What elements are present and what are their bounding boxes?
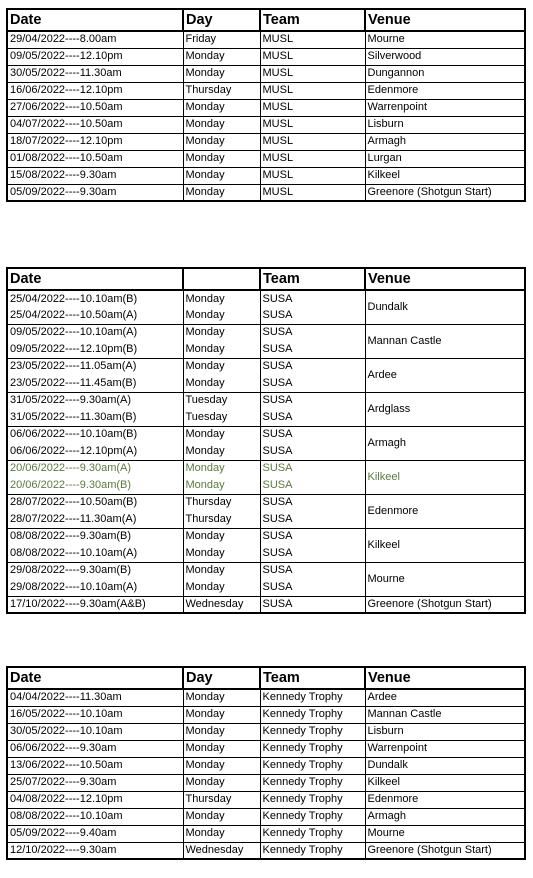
- date-cell: 16/06/2022----12.10pm: [7, 82, 183, 99]
- table-row: [7, 99, 525, 116]
- team-cell: Kennedy Trophy: [260, 808, 365, 825]
- day-cell: Monday: [183, 307, 260, 324]
- table-row: [7, 358, 525, 375]
- date-cell: 23/05/2022----11.05am(A): [7, 358, 183, 375]
- date-cell: 06/06/2022----10.10am(B): [7, 426, 183, 443]
- header-team: Team: [260, 667, 365, 689]
- date-cell: 04/07/2022----10.50am: [7, 116, 183, 133]
- date-cell: 04/04/2022----11.30am: [7, 689, 183, 706]
- day-cell: Thursday: [183, 791, 260, 808]
- header-day: Day: [183, 9, 260, 31]
- musl-fixtures-table: [6, 8, 526, 202]
- team-cell: SUSA: [260, 460, 365, 477]
- date-cell: 08/08/2022----10.10am(A): [7, 545, 183, 562]
- venue-cell: Mourne: [365, 562, 525, 596]
- table-header: [7, 9, 525, 31]
- day-cell: Monday: [183, 65, 260, 82]
- table-row: [7, 791, 525, 808]
- day-cell: Monday: [183, 167, 260, 184]
- table-row: [7, 290, 525, 307]
- team-cell: SUSA: [260, 409, 365, 426]
- team-cell: Kennedy Trophy: [260, 791, 365, 808]
- date-cell: 05/09/2022----9.40am: [7, 825, 183, 842]
- team-cell: SUSA: [260, 290, 365, 307]
- header-day: Day: [183, 667, 260, 689]
- table-row: [7, 324, 525, 341]
- date-cell: 04/08/2022----12.10pm: [7, 791, 183, 808]
- date-cell: 05/09/2022----9.30am: [7, 184, 183, 201]
- day-cell: Monday: [183, 116, 260, 133]
- team-cell: MUSL: [260, 99, 365, 116]
- date-cell: 09/05/2022----12.10pm(B): [7, 341, 183, 358]
- date-cell: 17/10/2022----9.30am(A&B): [7, 596, 183, 613]
- day-cell: Monday: [183, 528, 260, 545]
- table-row: [7, 494, 525, 511]
- venue-cell: Kilkeel: [365, 528, 525, 562]
- venue-cell: Warrenpoint: [365, 99, 525, 116]
- venue-cell: Dungannon: [365, 65, 525, 82]
- team-cell: SUSA: [260, 324, 365, 341]
- team-cell: SUSA: [260, 579, 365, 596]
- team-cell: SUSA: [260, 443, 365, 460]
- venue-cell: Dundalk: [365, 290, 525, 324]
- susa-fixtures-table: [6, 267, 526, 614]
- venue-cell: Mourne: [365, 825, 525, 842]
- date-cell: 16/05/2022----10.10am: [7, 706, 183, 723]
- venue-cell: Ardee: [365, 689, 525, 706]
- table-row: [7, 116, 525, 133]
- team-cell: SUSA: [260, 528, 365, 545]
- table-row: [7, 82, 525, 99]
- day-cell: Tuesday: [183, 392, 260, 409]
- table-row: [7, 65, 525, 82]
- team-cell: SUSA: [260, 358, 365, 375]
- team-cell: Kennedy Trophy: [260, 706, 365, 723]
- table-row: [7, 184, 525, 201]
- day-cell: Monday: [183, 562, 260, 579]
- day-cell: Monday: [183, 740, 260, 757]
- day-cell: Monday: [183, 460, 260, 477]
- venue-cell: Lisburn: [365, 723, 525, 740]
- table-row: [7, 723, 525, 740]
- table-row: [7, 392, 525, 409]
- venue-cell: Kilkeel: [365, 460, 525, 494]
- team-cell: MUSL: [260, 184, 365, 201]
- table-row: [7, 426, 525, 443]
- day-cell: Friday: [183, 31, 260, 48]
- team-cell: MUSL: [260, 133, 365, 150]
- day-cell: Thursday: [183, 494, 260, 511]
- table-row: [7, 133, 525, 150]
- date-cell: 27/06/2022----10.50am: [7, 99, 183, 116]
- header-date: Date: [7, 667, 183, 689]
- kennedy-trophy-fixtures-table: [6, 666, 526, 860]
- venue-cell: Greenore (Shotgun Start): [365, 596, 525, 613]
- team-cell: Kennedy Trophy: [260, 757, 365, 774]
- venue-cell: Mannan Castle: [365, 324, 525, 358]
- date-cell: 20/06/2022----9.30am(B): [7, 477, 183, 494]
- table-row: [7, 706, 525, 723]
- team-cell: SUSA: [260, 341, 365, 358]
- header-venue: Venue: [365, 667, 525, 689]
- table-row: [7, 808, 525, 825]
- venue-cell: Mannan Castle: [365, 706, 525, 723]
- day-cell: Monday: [183, 723, 260, 740]
- team-cell: Kennedy Trophy: [260, 774, 365, 791]
- day-cell: Thursday: [183, 82, 260, 99]
- venue-cell: Armagh: [365, 808, 525, 825]
- table-row: [7, 757, 525, 774]
- venue-cell: Greenore (Shotgun Start): [365, 842, 525, 859]
- header-team: Team: [260, 9, 365, 31]
- date-cell: 25/07/2022----9.30am: [7, 774, 183, 791]
- date-cell: 15/08/2022----9.30am: [7, 167, 183, 184]
- date-cell: 12/10/2022----9.30am: [7, 842, 183, 859]
- day-cell: Monday: [183, 375, 260, 392]
- day-cell: Monday: [183, 706, 260, 723]
- day-cell: Monday: [183, 358, 260, 375]
- team-cell: Kennedy Trophy: [260, 740, 365, 757]
- venue-cell: Lurgan: [365, 150, 525, 167]
- day-cell: Monday: [183, 443, 260, 460]
- table-row: [7, 689, 525, 706]
- team-cell: MUSL: [260, 150, 365, 167]
- date-cell: 29/04/2022----8.00am: [7, 31, 183, 48]
- date-cell: 09/05/2022----12.10pm: [7, 48, 183, 65]
- day-cell: Monday: [183, 290, 260, 307]
- date-cell: 31/05/2022----11.30am(B): [7, 409, 183, 426]
- date-cell: 06/06/2022----9.30am: [7, 740, 183, 757]
- date-cell: 30/05/2022----11.30am: [7, 65, 183, 82]
- day-cell: Monday: [183, 477, 260, 494]
- team-cell: MUSL: [260, 48, 365, 65]
- date-cell: 28/07/2022----10.50am(B): [7, 494, 183, 511]
- day-cell: Monday: [183, 426, 260, 443]
- team-cell: SUSA: [260, 545, 365, 562]
- venue-cell: Mourne: [365, 31, 525, 48]
- header-date: Date: [7, 268, 183, 290]
- day-cell: Monday: [183, 48, 260, 65]
- day-cell: Wednesday: [183, 596, 260, 613]
- day-cell: Monday: [183, 689, 260, 706]
- venue-cell: Ardglass: [365, 392, 525, 426]
- header-venue: Venue: [365, 268, 525, 290]
- table-row: [7, 460, 525, 477]
- day-cell: Monday: [183, 324, 260, 341]
- team-cell: Kennedy Trophy: [260, 723, 365, 740]
- venue-cell: Lisburn: [365, 116, 525, 133]
- team-cell: SUSA: [260, 477, 365, 494]
- team-cell: MUSL: [260, 65, 365, 82]
- team-cell: Kennedy Trophy: [260, 825, 365, 842]
- day-cell: Monday: [183, 184, 260, 201]
- header-venue: Venue: [365, 9, 525, 31]
- date-cell: 20/06/2022----9.30am(A): [7, 460, 183, 477]
- team-cell: SUSA: [260, 375, 365, 392]
- day-cell: Monday: [183, 808, 260, 825]
- table-row: [7, 48, 525, 65]
- header-day-blank: [183, 268, 260, 290]
- team-cell: SUSA: [260, 392, 365, 409]
- day-cell: Monday: [183, 99, 260, 116]
- date-cell: 08/08/2022----10.10am: [7, 808, 183, 825]
- venue-cell: Edenmore: [365, 791, 525, 808]
- table-row: [7, 528, 525, 545]
- venue-cell: Armagh: [365, 133, 525, 150]
- venue-cell: Dundalk: [365, 757, 525, 774]
- team-cell: SUSA: [260, 511, 365, 528]
- venue-cell: Edenmore: [365, 494, 525, 528]
- date-cell: 01/08/2022----10.50am: [7, 150, 183, 167]
- table-row: [7, 825, 525, 842]
- day-cell: Thursday: [183, 511, 260, 528]
- team-cell: MUSL: [260, 82, 365, 99]
- team-cell: MUSL: [260, 116, 365, 133]
- date-cell: 09/05/2022----10.10am(A): [7, 324, 183, 341]
- day-cell: Wednesday: [183, 842, 260, 859]
- day-cell: Monday: [183, 545, 260, 562]
- date-cell: 13/06/2022----10.50am: [7, 757, 183, 774]
- team-cell: SUSA: [260, 562, 365, 579]
- date-cell: 28/07/2022----11.30am(A): [7, 511, 183, 528]
- venue-cell: Warrenpoint: [365, 740, 525, 757]
- date-cell: 18/07/2022----12.10pm: [7, 133, 183, 150]
- table-row: [7, 774, 525, 791]
- header-team: Team: [260, 268, 365, 290]
- date-cell: 31/05/2022----9.30am(A): [7, 392, 183, 409]
- team-cell: SUSA: [260, 307, 365, 324]
- venue-cell: Kilkeel: [365, 774, 525, 791]
- date-cell: 06/06/2022----12.10pm(A): [7, 443, 183, 460]
- table-row: [7, 562, 525, 579]
- team-cell: MUSL: [260, 31, 365, 48]
- team-cell: MUSL: [260, 167, 365, 184]
- day-cell: Monday: [183, 579, 260, 596]
- table-row: [7, 31, 525, 48]
- team-cell: Kennedy Trophy: [260, 842, 365, 859]
- venue-cell: Silverwood: [365, 48, 525, 65]
- date-cell: 08/08/2022----9.30am(B): [7, 528, 183, 545]
- venue-cell: Edenmore: [365, 82, 525, 99]
- day-cell: Tuesday: [183, 409, 260, 426]
- table-row: [7, 167, 525, 184]
- table-row: [7, 150, 525, 167]
- table-header: [7, 268, 525, 290]
- date-cell: 25/04/2022----10.10am(B): [7, 290, 183, 307]
- venue-cell: Ardee: [365, 358, 525, 392]
- day-cell: Monday: [183, 133, 260, 150]
- day-cell: Monday: [183, 150, 260, 167]
- table-row: [7, 740, 525, 757]
- day-cell: Monday: [183, 774, 260, 791]
- table-row: [7, 842, 525, 859]
- date-cell: 29/08/2022----10.10am(A): [7, 579, 183, 596]
- day-cell: Monday: [183, 757, 260, 774]
- table-header: [7, 667, 525, 689]
- team-cell: SUSA: [260, 494, 365, 511]
- team-cell: Kennedy Trophy: [260, 689, 365, 706]
- venue-cell: Kilkeel: [365, 167, 525, 184]
- header-date: Date: [7, 9, 183, 31]
- venue-cell: Greenore (Shotgun Start): [365, 184, 525, 201]
- date-cell: 30/05/2022----10.10am: [7, 723, 183, 740]
- date-cell: 25/04/2022----10.50am(A): [7, 307, 183, 324]
- team-cell: SUSA: [260, 426, 365, 443]
- team-cell: SUSA: [260, 596, 365, 613]
- day-cell: Monday: [183, 341, 260, 358]
- date-cell: 23/05/2022----11.45am(B): [7, 375, 183, 392]
- table-row: [7, 596, 525, 613]
- venue-cell: Armagh: [365, 426, 525, 460]
- date-cell: 29/08/2022----9.30am(B): [7, 562, 183, 579]
- day-cell: Monday: [183, 825, 260, 842]
